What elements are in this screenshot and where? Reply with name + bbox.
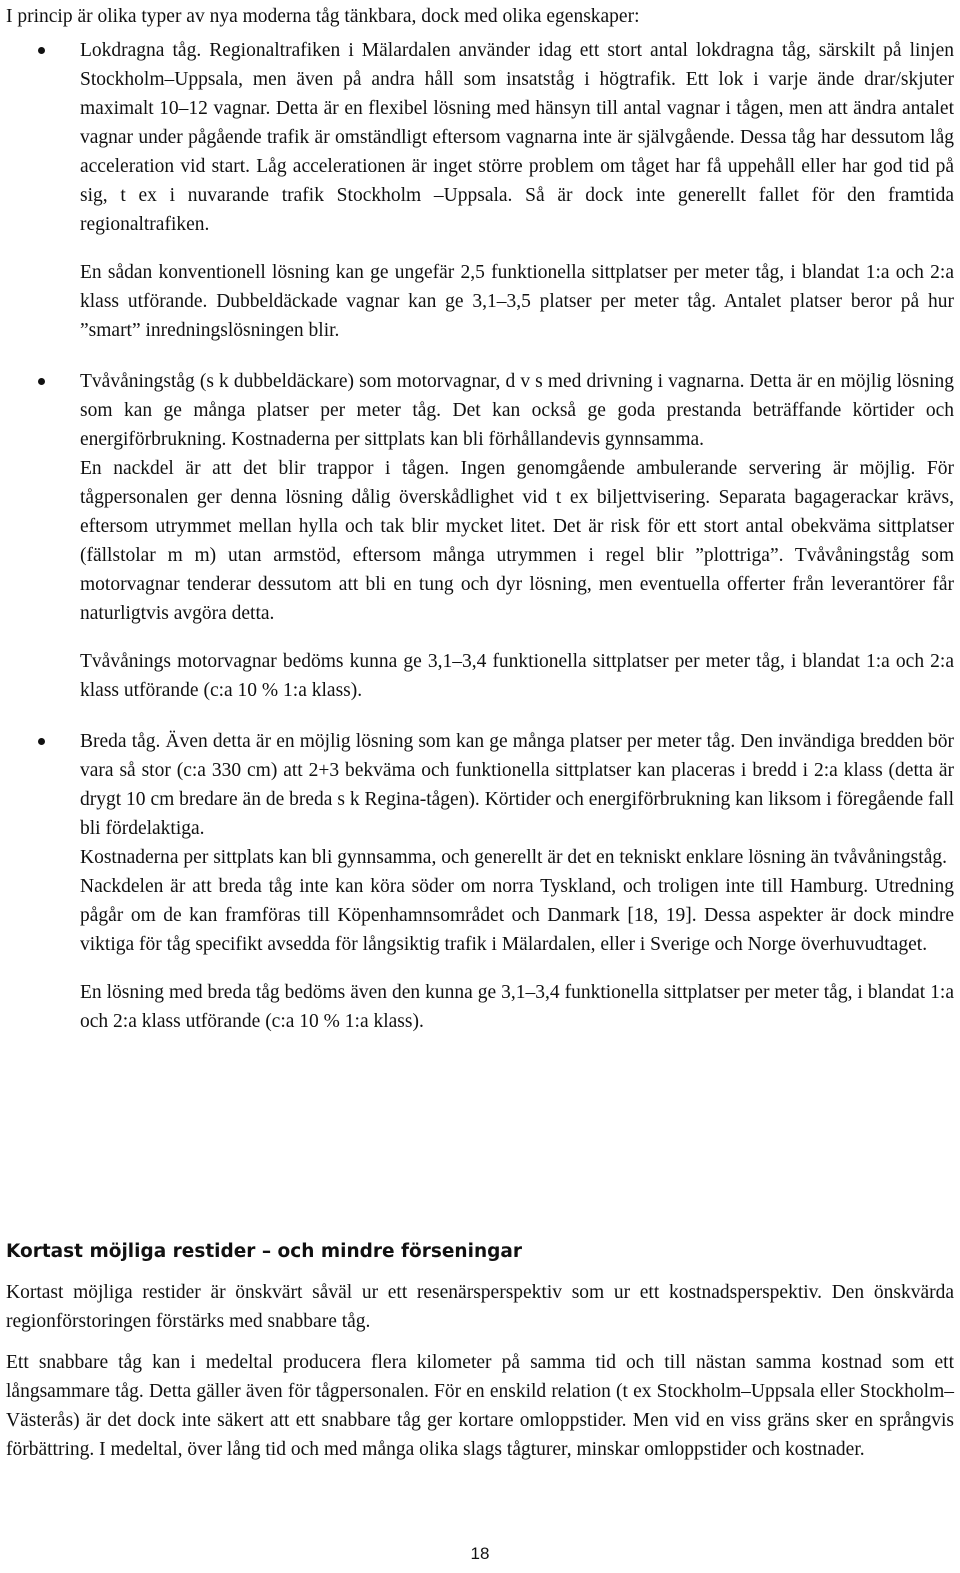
breda-paragraph-2: Kostnaderna per sittplats kan bli gynnsamma, och generellt är det en tekniskt enklare lösning än tvåvåningståg.	[80, 847, 947, 868]
breda-paragraph-1: Breda tåg. Även detta är en möjlig lösning som kan ge många platser per meter tåg. Den invändiga bredden bör vara så stor (c:a 330 cm) att 2+3 bekväma och funktionella sittplatser kan placeras i bredd i 2:a klass (detta är drygt 10 cm bredare än de breda s k Regina-tågen). Körtider och energiförbrukning kan liksom i föregående fall bli fördelaktiga.	[80, 731, 954, 839]
bullet-icon	[38, 47, 45, 54]
breda-paragraph-4: En lösning med breda tåg bedöms även den kunna ge 3,1–3,4 funktionella sittplatser per meter tåg, i blandat 1:a och 2:a klass utförande (c:a 10 % 1:a klass).	[80, 982, 954, 1032]
section-heading: Kortast möjliga restider – och mindre förseningar	[6, 1241, 522, 1262]
page-number: 18	[470, 1544, 490, 1563]
breda-paragraph-3: Nackdelen är att breda tåg inte kan köra söder om norra Tyskland, och troligen inte till Hamburg. Utredning pågår om de kan framföras till Köpenhamnsområdet och Danmark [18, 19]. Dessa aspekter är dock mindre viktiga för tåg specifikt avsedda för långsiktig trafik i Mälardalen, eller i Sverige och Norge överhuvudtaget.	[80, 876, 954, 955]
lokdragna-paragraph-1: Lokdragna tåg. Regionaltrafiken i Mälardalen använder idag ett stort antal lokdragna tåg, särskilt på linjen Stockholm–Uppsala, men även på andra håll som insatståg i högtrafik. Ett lok i varje ände drar/skjuter maximalt 10–12 vagnar. Detta är en flexibel lösning med hänsyn till antal vagnar i tågen, men att ändra antalet vagnar under pågående trafik är omständligt eftersom vagnarna inte är självgående. Dessa tåg har dessutom låg acceleration vid start. Låg accelerationen är inget större problem om tåget har få uppehåll eller har god tid på sig, t ex i nuvarande trafik Stockholm –Uppsala. Så är dock inte generellt fallet för den framtida regionaltrafiken.	[80, 40, 954, 235]
bullet-icon	[38, 738, 45, 745]
tvavaning-paragraph-1: Tvåvåningståg (s k dubbeldäckare) som motorvagnar, d v s med drivning i vagnarna. Detta är en möjlig lösning som kan ge många platser per meter tåg. Det kan också ge goda prestanda beträffande körtider och energiförbrukning. Kostnaderna per sittplats kan bli förhållandevis gynnsamma.	[80, 371, 954, 450]
list-item-lokdragna	[0, 36, 960, 345]
body-paragraph-1: Kortast möjliga restider är önskvärt såväl ur ett resenärsperspektiv som ur ett kostnadsperspektiv. Den önskvärda regionförstoringen förstärks med snabbare tåg.	[6, 1282, 954, 1332]
body-paragraph-2: Ett snabbare tåg kan i medeltal producera flera kilometer på samma tid och till nästan samma kostnad som ett långsammare tåg. Detta gäller även för tågpersonalen. För en enskild relation (t ex Stockholm–Uppsala eller Stockholm–Västerås) är det dock inte säkert att ett snabbare tåg ger kortare omloppstider. Men vid en viss gräns sker en språngvis förbättring. I medeltal, över lång tid och med många olika slags tågturer, minskar omloppstider och kostnader.	[6, 1352, 954, 1460]
tvavaning-paragraph-3: Tvåvånings motorvagnar bedöms kunna ge 3,1–3,4 funktionella sittplatser per meter tåg, i blandat 1:a och 2:a klass utförande (c:a 10 % 1:a klass).	[80, 651, 954, 701]
list-item-tvavaningstag	[0, 367, 960, 705]
lokdragna-paragraph-2: En sådan konventionell lösning kan ge ungefär 2,5 funktionella sittplatser per meter tåg, i blandat 1:a och 2:a klass utförande. Dubbeldäckade vagnar kan ge 3,1–3,5 platser per meter tåg. Antalet platser beror på hur ”smart” inredningslösningen blir.	[80, 262, 954, 341]
train-type-list	[0, 36, 960, 1052]
bullet-icon	[38, 378, 45, 385]
intro-paragraph: I princip är olika typer av nya moderna tåg tänkbara, dock med olika egenskaper:	[6, 6, 640, 27]
list-item-breda-tag	[0, 727, 960, 1036]
tvavaning-paragraph-2: En nackdel är att det blir trappor i tågen. Ingen genomgående ambulerande servering är möjlig. För tågpersonalen ger denna lösning dålig överskådlighet vid t ex biljettvisering. Separata bagagerackar krävs, eftersom utrymmet mellan hylla och tak blir mycket litet. Det är risk för ett stort antal obekväma sittplatser (fällstolar m m) utan armstöd, eftersom många utrymmen i regel blir ”plottriga”. Tvåvåningståg som motorvagnar tenderar dessutom att bli en tung och dyr lösning, men eventuella offerter från leverantörer får naturligtvis avgöra detta.	[80, 458, 954, 624]
